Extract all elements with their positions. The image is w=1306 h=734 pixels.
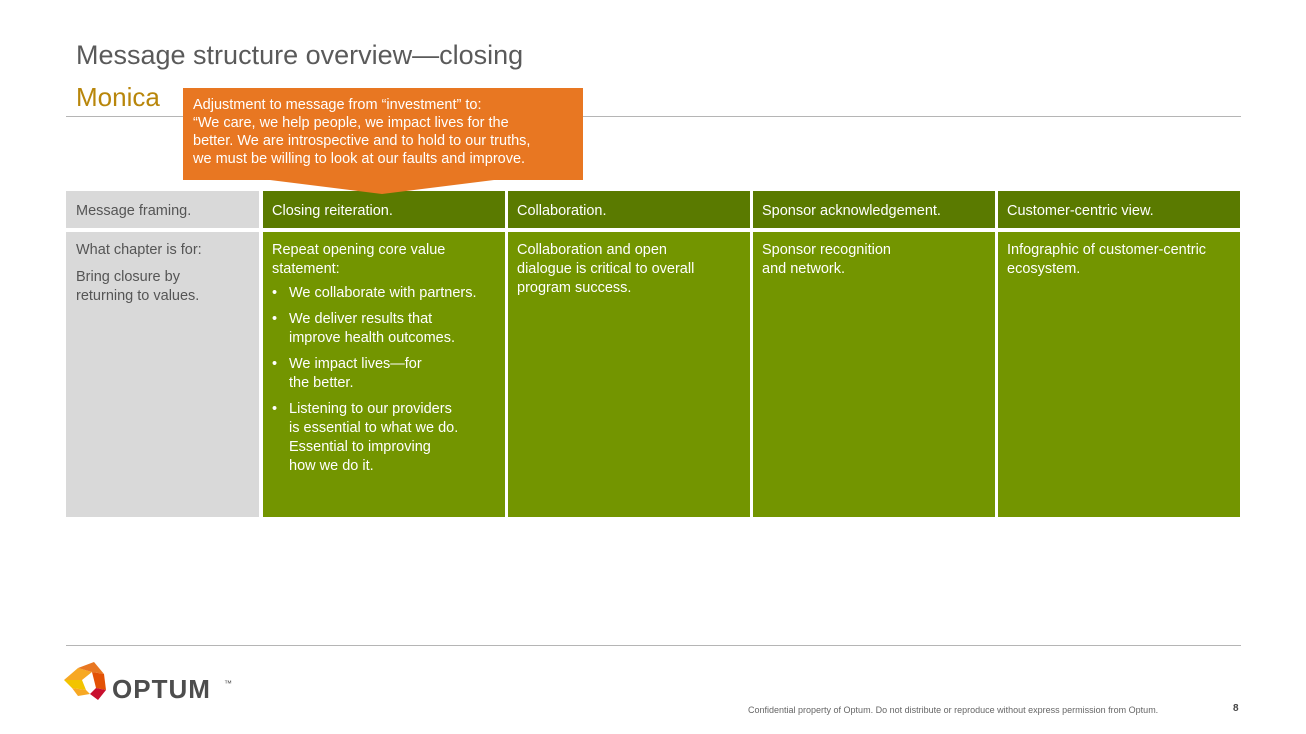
callout-line: “We care, we help people, we impact lives for the [193, 115, 509, 131]
cell-text: ecosystem. [1007, 261, 1081, 277]
optum-logo-mark-icon [64, 662, 106, 700]
collaboration-cell [508, 232, 750, 517]
bullet-icon: • [272, 401, 278, 417]
page-subtitle: Monica [76, 82, 160, 112]
intro-text: statement: [272, 261, 340, 277]
row-label-text: Bring closure by [76, 269, 180, 285]
cell-text: Collaboration and open [517, 242, 667, 258]
bullet-text: is essential to what we do. [289, 420, 459, 436]
intro-text: Repeat opening core value [272, 242, 446, 258]
header-closing-reiteration: Closing reiteration. [263, 191, 505, 228]
bullet-item [272, 284, 495, 303]
cell-text: and network. [762, 261, 846, 277]
closing-reiteration-cell [263, 232, 505, 517]
bullet-text: improve health outcomes. [289, 330, 456, 346]
header-customer-centric-view: Customer-centric view. [998, 191, 1240, 228]
bullet-text: Essential to improving [289, 439, 431, 455]
row-label-text: returning to values. [76, 288, 200, 304]
cell-text: program success. [517, 280, 632, 296]
header-sponsor-acknowledgement: Sponsor acknowledgement. [753, 191, 995, 228]
trademark-symbol: ™ [224, 679, 232, 688]
bullet-icon: • [272, 356, 278, 372]
page-title: Message structure overview—closing [76, 40, 524, 70]
cell-text: dialogue is critical to overall [517, 261, 695, 277]
optum-logo-text: OPTUM [112, 674, 211, 704]
optum-logo [62, 660, 242, 704]
callout-line: better. We are introspective and to hold to our truths, [193, 133, 531, 149]
bullet-text: Listening to our providers [289, 401, 452, 417]
callout-box [183, 88, 583, 180]
bottom-divider [66, 645, 1241, 646]
row-label-heading: What chapter is for: [76, 242, 202, 258]
bullet-text: We collaborate with partners. [289, 285, 477, 301]
confidential-notice: Confidential property of Optum. Do not distribute or reproduce without express permission from Optum. [748, 705, 1159, 715]
bullet-icon: • [272, 285, 278, 301]
header-collaboration: Collaboration. [508, 191, 750, 228]
row-label-cell [66, 232, 259, 517]
customer-centric-view-cell [998, 232, 1240, 517]
callout-pointer [262, 179, 502, 194]
cell-text: Sponsor recognition [762, 242, 891, 258]
value-bullet-list [272, 284, 495, 476]
header-message-framing: Message framing. [66, 191, 259, 228]
bullet-item [272, 355, 495, 393]
sponsor-acknowledgement-cell [753, 232, 995, 517]
bullet-text: We deliver results that [289, 311, 433, 327]
bullet-text: We impact lives—for [289, 356, 422, 372]
callout-line: we must be willing to look at our faults and improve. [193, 151, 526, 167]
bullet-item [272, 400, 495, 476]
bullet-item [272, 310, 495, 348]
bullet-text: how we do it. [289, 458, 374, 474]
page-number: 8 [1233, 703, 1239, 714]
callout-line: Adjustment to message from “investment” to: [193, 97, 482, 113]
bullet-text: the better. [289, 375, 354, 391]
bullet-icon: • [272, 311, 278, 327]
cell-text: Infographic of customer-centric [1007, 242, 1207, 258]
